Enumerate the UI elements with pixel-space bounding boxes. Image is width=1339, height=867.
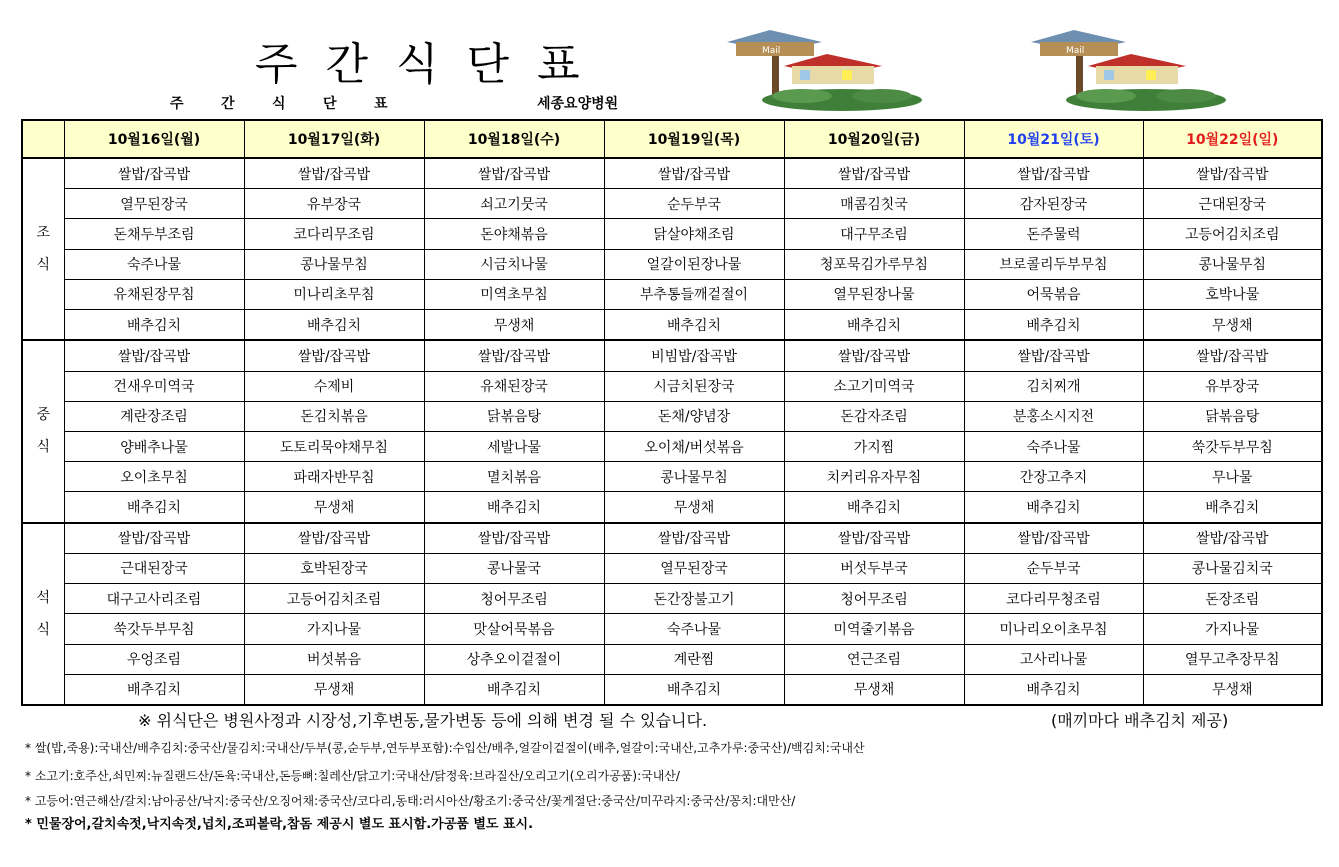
menu-cell: 대구고사리조림	[64, 584, 244, 614]
table-row	[22, 462, 1322, 492]
svg-text:Mail: Mail	[762, 46, 781, 56]
menu-cell: 쌀밥/잡곡밥	[604, 523, 784, 554]
menu-cell: 무생채	[244, 674, 424, 705]
menu-cell: 콩나물무침	[1143, 249, 1322, 279]
meal-label	[22, 340, 64, 522]
meal-label	[22, 158, 64, 340]
menu-cell: 배추김치	[604, 310, 784, 341]
menu-cell: 쌀밥/잡곡밥	[64, 523, 244, 554]
meal-label-char: 조	[36, 225, 51, 242]
menu-cell: 유부장국	[1143, 371, 1322, 401]
menu-cell: 숙주나물	[604, 614, 784, 644]
menu-cell: 콩나물무침	[604, 462, 784, 492]
menu-cell: 닭볶음탕	[424, 401, 604, 431]
menu-cell: 배추김치	[64, 310, 244, 341]
menu-cell: 열무고추장무침	[1143, 644, 1322, 674]
table-row	[22, 492, 1322, 523]
menu-cell: 고등어김치조림	[1143, 219, 1322, 249]
menu-cell: 우엉조림	[64, 644, 244, 674]
menu-cell: 닭볶음탕	[1143, 401, 1322, 431]
menu-cell: 무생채	[424, 310, 604, 341]
menu-cell: 감자된장국	[964, 189, 1143, 219]
menu-cell: 쌀밥/잡곡밥	[964, 523, 1143, 554]
menu-cell: 도토리묵야채무침	[244, 431, 424, 461]
subtitle-char: 표	[374, 96, 388, 112]
menu-cell: 배추김치	[244, 310, 424, 341]
table-row	[22, 249, 1322, 279]
menu-cell: 쌀밥/잡곡밥	[964, 340, 1143, 371]
table-row	[22, 189, 1322, 219]
menu-cell: 가지나물	[244, 614, 424, 644]
meal-label	[22, 523, 64, 705]
table-row	[22, 431, 1322, 461]
menu-cell: 열무된장국	[64, 189, 244, 219]
menu-cell: 유부장국	[244, 189, 424, 219]
menu-cell: 쑥갓두부무침	[64, 614, 244, 644]
menu-cell: 무나물	[1143, 462, 1322, 492]
subtitle-char: 주	[170, 96, 184, 112]
footnote: * 민물장어,갈치속젓,낙지속젓,넙치,조피볼락,참돔 제공시 별도 표시함.가공품 별도 표시.	[25, 817, 534, 832]
day-header: 10월20일(금)	[784, 120, 964, 158]
menu-cell: 순두부국	[604, 189, 784, 219]
menu-cell: 배추김치	[784, 310, 964, 341]
menu-cell: 돈감자조림	[784, 401, 964, 431]
day-header: 10월17일(화)	[244, 120, 424, 158]
menu-cell: 콩나물국	[424, 553, 604, 583]
menu-cell: 맛살어묵볶음	[424, 614, 604, 644]
title-char: 주	[255, 39, 298, 90]
menu-cell: 쌀밥/잡곡밥	[244, 523, 424, 554]
menu-cell: 건새우미역국	[64, 371, 244, 401]
menu-cell: 쌀밥/잡곡밥	[64, 340, 244, 371]
menu-cell: 청어무조림	[424, 584, 604, 614]
menu-cell: 쌀밥/잡곡밥	[604, 158, 784, 189]
footnote: * 소고기:호주산,쇠민찌:뉴질랜드산/돈육:국내산,돈등뼈:칠레산/닭고기:국내산/닭정육:브라질산/오리고기(오리가공품):국내산/	[25, 769, 680, 783]
menu-cell: 호박된장국	[244, 553, 424, 583]
menu-cell: 청포묵김가루무침	[784, 249, 964, 279]
change-notice: ※ 위식단은 병원사정과 시장성,기후변동,물가변동 등에 의해 변경 될 수 있습니다.	[138, 711, 708, 730]
menu-cell: 무생채	[784, 674, 964, 705]
menu-cell: 무생채	[244, 492, 424, 523]
header-row	[22, 120, 1322, 158]
menu-cell: 대구무조림	[784, 219, 964, 249]
menu-cell: 쌀밥/잡곡밥	[784, 340, 964, 371]
menu-cell: 배추김치	[964, 674, 1143, 705]
menu-cell: 계란장조림	[64, 401, 244, 431]
subtitle	[170, 93, 425, 113]
menu-cell: 부추통들깨겉절이	[604, 279, 784, 309]
house-illustration-icon	[722, 26, 932, 114]
menu-cell: 근대된장국	[64, 553, 244, 583]
day-header: 10월19일(목)	[604, 120, 784, 158]
menu-cell: 쌀밥/잡곡밥	[1143, 523, 1322, 554]
menu-cell: 쌀밥/잡곡밥	[244, 340, 424, 371]
menu-cell: 연근조림	[784, 644, 964, 674]
menu-cell: 쌀밥/잡곡밥	[1143, 340, 1322, 371]
menu-cell: 돈김치볶음	[244, 401, 424, 431]
corner-cell	[22, 120, 64, 158]
house-illustration-icon	[1026, 26, 1236, 114]
menu-cell: 청어무조림	[784, 584, 964, 614]
table-row	[22, 401, 1322, 431]
menu-cell: 배추김치	[964, 492, 1143, 523]
menu-cell: 돈주물럭	[964, 219, 1143, 249]
table-row	[22, 219, 1322, 249]
menu-cell: 계란찜	[604, 644, 784, 674]
meal-label-char: 식	[36, 257, 51, 274]
page-title	[255, 28, 608, 92]
menu-cell: 양배추나물	[64, 431, 244, 461]
table-row	[22, 674, 1322, 705]
menu-cell: 돈채/양념장	[604, 401, 784, 431]
menu-cell: 멸치볶음	[424, 462, 604, 492]
day-header: 10월21일(토)	[964, 120, 1143, 158]
menu-cell: 쌀밥/잡곡밥	[784, 158, 964, 189]
menu-cell: 수제비	[244, 371, 424, 401]
title-char: 식	[396, 39, 439, 90]
menu-cell: 오이초무침	[64, 462, 244, 492]
menu-cell: 세발나물	[424, 431, 604, 461]
menu-cell: 배추김치	[1143, 492, 1322, 523]
menu-cell: 배추김치	[424, 674, 604, 705]
table-row	[22, 523, 1322, 554]
menu-cell: 얼갈이된장나물	[604, 249, 784, 279]
hospital-name: 세종요양병원	[537, 96, 619, 112]
subtitle-char: 단	[323, 96, 337, 112]
meal-label-char: 식	[36, 439, 51, 456]
menu-cell: 쌀밥/잡곡밥	[424, 158, 604, 189]
menu-cell: 콩나물무침	[244, 249, 424, 279]
table-row	[22, 553, 1322, 583]
menu-cell: 시금치된장국	[604, 371, 784, 401]
menu-cell: 가지찜	[784, 431, 964, 461]
menu-cell: 매콤김칫국	[784, 189, 964, 219]
footnote: * 고등어:연근해산/갈치:남아공산/낙지:중국산/오징어채:중국산/코다리,동태:러시아산/황조기:중국산/꽃게절단:중국산/미꾸라지:중국산/꽁치:대만산/	[25, 794, 796, 808]
menu-cell: 상추오이겉절이	[424, 644, 604, 674]
menu-cell: 열무된장국	[604, 553, 784, 583]
menu-cell: 고사리나물	[964, 644, 1143, 674]
menu-cell: 돈채두부조림	[64, 219, 244, 249]
menu-cell: 파래자반무침	[244, 462, 424, 492]
menu-cell: 어묵볶음	[964, 279, 1143, 309]
menu-cell: 배추김치	[64, 674, 244, 705]
menu-cell: 쇠고기뭇국	[424, 189, 604, 219]
table-row	[22, 279, 1322, 309]
menu-cell: 닭살야채조림	[604, 219, 784, 249]
menu-cell: 브로콜리두부무침	[964, 249, 1143, 279]
title-char: 단	[466, 39, 510, 90]
menu-cell: 버섯볶음	[244, 644, 424, 674]
table-row	[22, 340, 1322, 371]
table-row	[22, 371, 1322, 401]
kimchi-notice: (매끼마다 배추김치 제공)	[1051, 711, 1229, 730]
menu-cell: 배추김치	[964, 310, 1143, 341]
menu-cell: 비빔밥/잡곡밥	[604, 340, 784, 371]
menu-cell: 치커리유자무침	[784, 462, 964, 492]
table-row	[22, 584, 1322, 614]
meal-label-char: 식	[36, 621, 51, 638]
menu-cell: 배추김치	[604, 674, 784, 705]
menu-cell: 쌀밥/잡곡밥	[1143, 158, 1322, 189]
menu-cell: 간장고추지	[964, 462, 1143, 492]
weekly-menu-table	[21, 119, 1323, 706]
menu-cell: 숙주나물	[64, 249, 244, 279]
menu-cell: 쌀밥/잡곡밥	[964, 158, 1143, 189]
menu-cell: 쌀밥/잡곡밥	[424, 340, 604, 371]
day-header: 10월16일(월)	[64, 120, 244, 158]
menu-cell: 김치찌개	[964, 371, 1143, 401]
menu-cell: 돈야채볶음	[424, 219, 604, 249]
subtitle-char: 간	[221, 96, 235, 112]
menu-cell: 코다리무조림	[244, 219, 424, 249]
day-header: 10월22일(일)	[1143, 120, 1322, 158]
table-row	[22, 310, 1322, 341]
menu-cell: 분홍소시지전	[964, 401, 1143, 431]
menu-cell: 소고기미역국	[784, 371, 964, 401]
table-row	[22, 644, 1322, 674]
menu-cell: 코다리무청조림	[964, 584, 1143, 614]
menu-cell: 순두부국	[964, 553, 1143, 583]
menu-cell: 콩나물김치국	[1143, 553, 1322, 583]
menu-cell: 숙주나물	[964, 431, 1143, 461]
menu-cell: 쑥갓두부무침	[1143, 431, 1322, 461]
menu-cell: 유채된장무침	[64, 279, 244, 309]
day-header: 10월18일(수)	[424, 120, 604, 158]
menu-cell: 쌀밥/잡곡밥	[784, 523, 964, 554]
menu-cell: 배추김치	[424, 492, 604, 523]
menu-cell: 호박나물	[1143, 279, 1322, 309]
menu-cell: 쌀밥/잡곡밥	[424, 523, 604, 554]
menu-cell: 시금치나물	[424, 249, 604, 279]
menu-cell: 무생채	[604, 492, 784, 523]
title-char: 간	[325, 39, 369, 90]
title-char: 표	[537, 39, 580, 90]
menu-cell: 고등어김치조림	[244, 584, 424, 614]
table-row	[22, 158, 1322, 189]
menu-cell: 가지나물	[1143, 614, 1322, 644]
menu-cell: 오이채/버섯볶음	[604, 431, 784, 461]
menu-cell: 유채된장국	[424, 371, 604, 401]
menu-cell: 무생채	[1143, 674, 1322, 705]
menu-cell: 무생채	[1143, 310, 1322, 341]
svg-text:Mail: Mail	[1066, 46, 1085, 56]
meal-label-char: 석	[36, 589, 51, 606]
menu-cell: 미역줄기볶음	[784, 614, 964, 644]
menu-cell: 근대된장국	[1143, 189, 1322, 219]
menu-cell: 미역초무침	[424, 279, 604, 309]
table-row	[22, 614, 1322, 644]
subtitle-char: 식	[272, 96, 286, 112]
menu-cell: 버섯두부국	[784, 553, 964, 583]
meal-label-char: 중	[36, 407, 51, 424]
menu-cell: 배추김치	[64, 492, 244, 523]
menu-cell: 돈장조림	[1143, 584, 1322, 614]
menu-cell: 쌀밥/잡곡밥	[244, 158, 424, 189]
menu-cell: 배추김치	[784, 492, 964, 523]
menu-cell: 미나리오이초무침	[964, 614, 1143, 644]
menu-cell: 쌀밥/잡곡밥	[64, 158, 244, 189]
footnote: * 쌀(밥,죽용):국내산/배추김치:중국산/물김치:국내산/두부(콩,순두부,연두부포함):수입산/배추,얼갈이겉절이(배추,얼갈이:국내산,고추가루:중국산)/백김치:국내산	[25, 741, 865, 755]
menu-cell: 열무된장나물	[784, 279, 964, 309]
menu-cell: 돈간장불고기	[604, 584, 784, 614]
menu-cell: 미나리초무침	[244, 279, 424, 309]
